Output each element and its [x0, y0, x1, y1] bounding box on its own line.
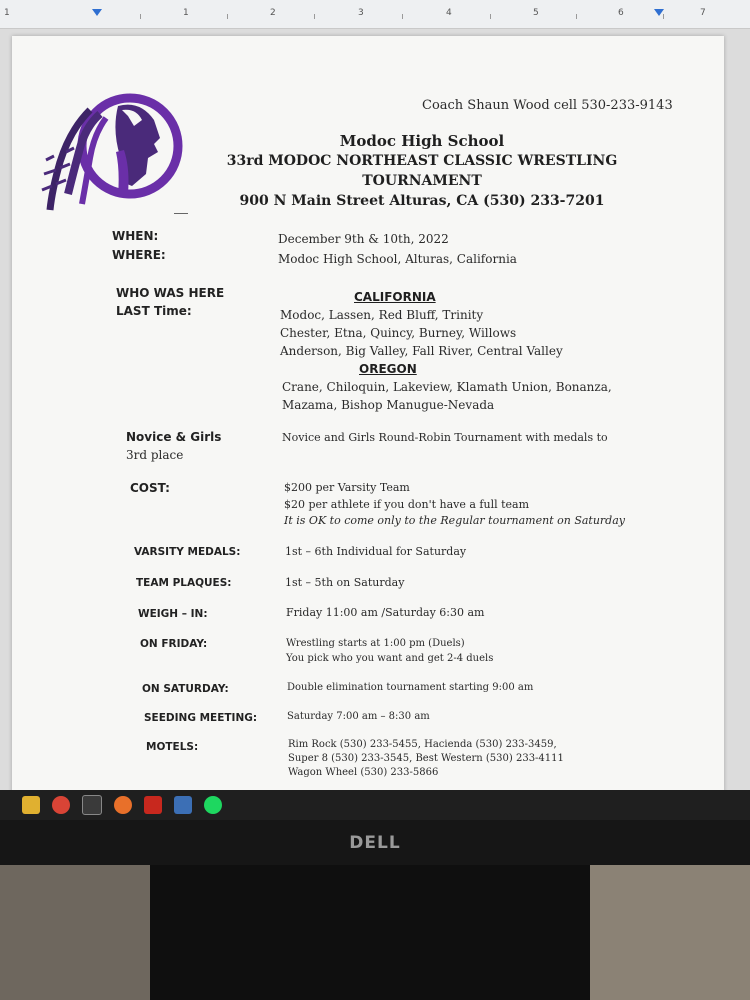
monitor-stand: [150, 865, 590, 1000]
chrome-icon[interactable]: [52, 796, 70, 814]
monitor-chin: [0, 820, 750, 865]
indian-head-logo-icon: [30, 86, 190, 246]
weigh-in-label: WEIGH – IN:: [138, 608, 208, 620]
novice-sub: 3rd place: [126, 448, 184, 462]
cost-line-2: $20 per athlete if you don't have a full team: [284, 498, 530, 511]
motels-line-1: Rim Rock (530) 233-5455, Hacienda (530) 233-3459,: [288, 739, 557, 750]
ruler-edge-number: 1: [4, 8, 10, 18]
when-value: December 9th & 10th, 2022: [278, 232, 449, 246]
motels-line-2: Super 8 (530) 233-3545, Best Western (530) 233-4111: [288, 753, 564, 764]
acrobat-icon[interactable]: [144, 796, 162, 814]
ruler-number-5: 5: [533, 8, 539, 18]
saturday-label: ON SATURDAY:: [142, 683, 229, 695]
document-header: [172, 132, 672, 211]
team-plaques-value: 1st – 5th on Saturday: [285, 576, 405, 589]
document-page[interactable]: [12, 36, 724, 790]
ruler-tick: [490, 14, 491, 19]
varsity-medals-label: VARSITY MEDALS:: [134, 546, 241, 558]
ruler-number-7: 7: [700, 8, 706, 18]
seeding-meeting-value: Saturday 7:00 am – 8:30 am: [287, 711, 430, 722]
photos-icon[interactable]: [174, 796, 192, 814]
school-address: 900 N Main Street Alturas, CA (530) 233-7201: [239, 193, 605, 209]
california-line-1: Modoc, Lassen, Red Bluff, Trinity: [280, 308, 484, 322]
friday-label: ON FRIDAY:: [140, 638, 208, 650]
varsity-medals-value: 1st – 6th Individual for Saturday: [285, 545, 467, 558]
ruler-tick: [227, 14, 228, 19]
ruler-number-3: 3: [358, 8, 364, 18]
ruler-number-1: 1: [183, 8, 189, 18]
document-ruler[interactable]: [0, 0, 750, 29]
file-explorer-icon[interactable]: [22, 796, 40, 814]
team-plaques-label: TEAM PLAQUES:: [136, 577, 232, 589]
ruler-tick: [663, 14, 664, 19]
desk-left: [0, 865, 150, 1000]
weigh-in-value: Friday 11:00 am /Saturday 6:30 am: [286, 606, 485, 619]
motels-label: MOTELS:: [146, 741, 199, 753]
where-label: WHERE:: [112, 248, 166, 262]
ruler-tick: [140, 14, 141, 19]
friday-line-2: You pick who you want and get 2-4 duels: [286, 653, 494, 664]
california-line-3: Anderson, Big Valley, Fall River, Central Valley: [280, 344, 563, 358]
who-label-2: LAST Time:: [116, 304, 192, 318]
coach-contact: Coach Shaun Wood cell 530-233-9143: [422, 98, 673, 113]
school-name: Modoc High School: [339, 132, 505, 150]
indent-marker-icon[interactable]: [92, 9, 102, 16]
ruler-number-4: 4: [446, 8, 452, 18]
novice-label: Novice & Girls: [126, 430, 222, 444]
calendar-icon[interactable]: [82, 795, 102, 815]
ruler-tick: [576, 14, 577, 19]
where-value: Modoc High School, Alturas, California: [278, 252, 517, 266]
ruler-number-6: 6: [618, 8, 624, 18]
ruler-tick: [402, 14, 403, 19]
saturday-value: Double elimination tournament starting 9:00 am: [287, 682, 534, 693]
spotify-icon[interactable]: [204, 796, 222, 814]
ruler-number-2: 2: [270, 8, 276, 18]
oregon-line-1: Crane, Chiloquin, Lakeview, Klamath Union, Bonanza,: [282, 380, 612, 394]
who-label-1: WHO WAS HERE: [116, 286, 225, 300]
cost-line-3: It is OK to come only to the Regular tournament on Saturday: [284, 514, 625, 527]
monitor-brand-logo: DELL: [349, 832, 401, 853]
taskbar: [0, 790, 750, 820]
firefox-icon[interactable]: [114, 796, 132, 814]
oregon-line-2: Mazama, Bishop Manugue-Nevada: [282, 398, 495, 412]
cost-label: COST:: [130, 481, 170, 495]
ruler-tick: [314, 14, 315, 19]
event-title: 33rd MODOC NORTHEAST CLASSIC WRESTLING TOURNAMENT: [226, 153, 618, 189]
when-label: WHEN:: [112, 229, 159, 243]
motels-line-3: Wagon Wheel (530) 233-5866: [288, 767, 439, 778]
oregon-heading: OREGON: [359, 362, 417, 376]
divider: [174, 213, 188, 214]
seeding-meeting-label: SEEDING MEETING:: [144, 712, 258, 724]
cost-line-1: $200 per Varsity Team: [284, 481, 410, 494]
friday-line-1: Wrestling starts at 1:00 pm (Duels): [286, 638, 465, 649]
california-heading: CALIFORNIA: [354, 290, 436, 304]
novice-value: Novice and Girls Round-Robin Tournament with medals to: [282, 431, 608, 444]
california-line-2: Chester, Etna, Quincy, Burney, Willows: [280, 326, 517, 340]
